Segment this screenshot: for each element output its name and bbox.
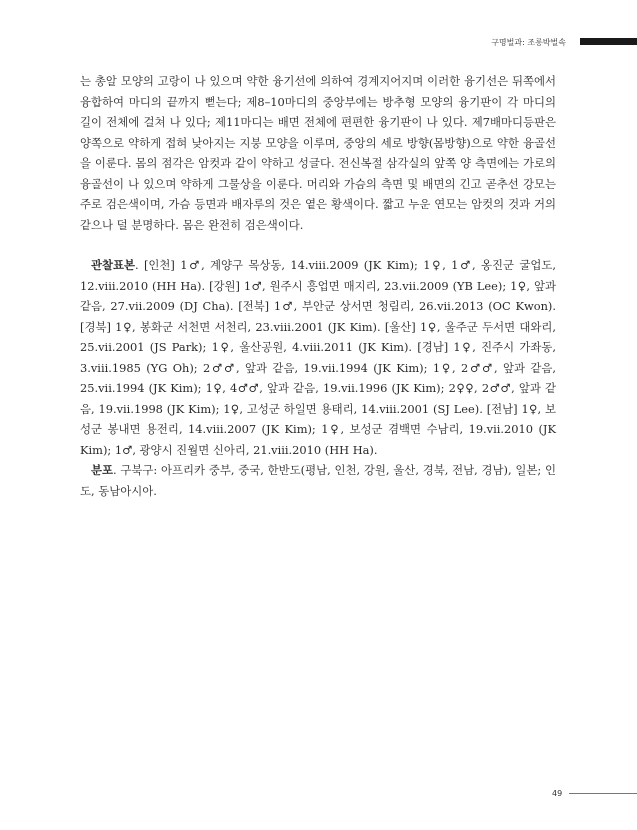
- specimens-text: . [인천] 1♂, 계양구 목상동, 14.viii.2009 (JK Kim); 1♀, 1♂, 옹진군 굴업도, 12.viii.2010 (HH Ha). [강원] 1♂, 원주시 흥업면 매지리, 23.vii.2009 (YB Lee); 1♀, 앞과 같음, 27.vii.2009 (DJ Cha). [전북] 1♂, 부안군 상서면 청림리, 26.vii.2013 (OC Kwon). [경북] 1♀, 봉화군 서천면 서천리, 23.viii.2001 (JK Kim). [울산] 1♀, 울주군 두서면 대와리, 25.vii.2001 (JS Park); 1♀, 울산공원, 4.viii.2011 (JK Kim). [경남] 1♀, 진주시 가좌동, 3.viii.1985 (YG Oh); 2♂♂, 앞과 같음, 19.vii.1994 (JK Kim); 1♀, 2♂♂, 앞과 같음, 25.vii.1994 (JK Kim); 1♀, 4♂♂, 앞과 같음, 19.vii.1996 (JK Kim); 2♀♀, 2♂♂, 앞과 같음, 19.vii.1998 (JK Kim); 1♀, 고성군 하일면 용태리, 14.viii.2001 (SJ Lee). [전남] 1♀, 보성군 봉내면 용전리, 14.viii.2007 (JK Kim); 1♀, 보성군 겸백면 수남리, 19.vii.2010 (JK Kim); 1♂, 광양시 진월면 신아리, 21.viii.2010 (HH Ha).: [80, 258, 556, 457]
- distribution-paragraph: [80, 460, 556, 501]
- specimens-label: 관찰표본: [91, 258, 136, 272]
- footer-rule: [569, 793, 637, 794]
- description-paragraph: 는 총알 모양의 고랑이 나 있으며 약한 융기선에 의하여 경계지어지며 이러한 융기선은 뒤쪽에서 융합하여 마디의 끝까지 뻗는다; 제8–10마디의 중앙부에는 방추형 모양의 융기판이 각 마디의 길이 전체에 걸쳐 나 있다; 제11마디는 배면 전체에 편편한 융기판이 나 있다. 제7배마디등판은 양쪽으로 약하게 접혀 낮아지는 지붕 모양을 이루며, 중앙의 세로 방향(몸방향)으로 약한 융골선을 이룬다. 몸의 점각은 암컷과 같이 약하고 성글다. 전신복절 삼각실의 앞쪽 양 측면에는 가로의 융골선이 나 있으며 약하게 그물상을 이룬다. 머리와 가슴의 측면 및 배면의 긴고 곧추선 강모는 주로 검은색이며, 가슴 등면과 배자루의 것은 옅은 황색이다. 짧고 누운 연모는 암컷의 것과 거의 같으나 덜 분명하다. 몸은 완전히 검은색이다.: [80, 74, 556, 232]
- distribution-label: 분포: [91, 463, 114, 477]
- running-header-title: 구명벌과: 조롱박벌속: [491, 38, 566, 47]
- page-number: 49: [552, 789, 563, 798]
- distribution-text: . 구북구: 아프리카 중부, 중국, 한반도(평남, 인천, 강원, 울산, 경북, 전남, 경남), 일본; 인도, 동남아시아.: [80, 463, 556, 498]
- page-body: [80, 71, 556, 501]
- header-accent-bar: [580, 38, 637, 45]
- specimens-paragraph: [80, 255, 556, 460]
